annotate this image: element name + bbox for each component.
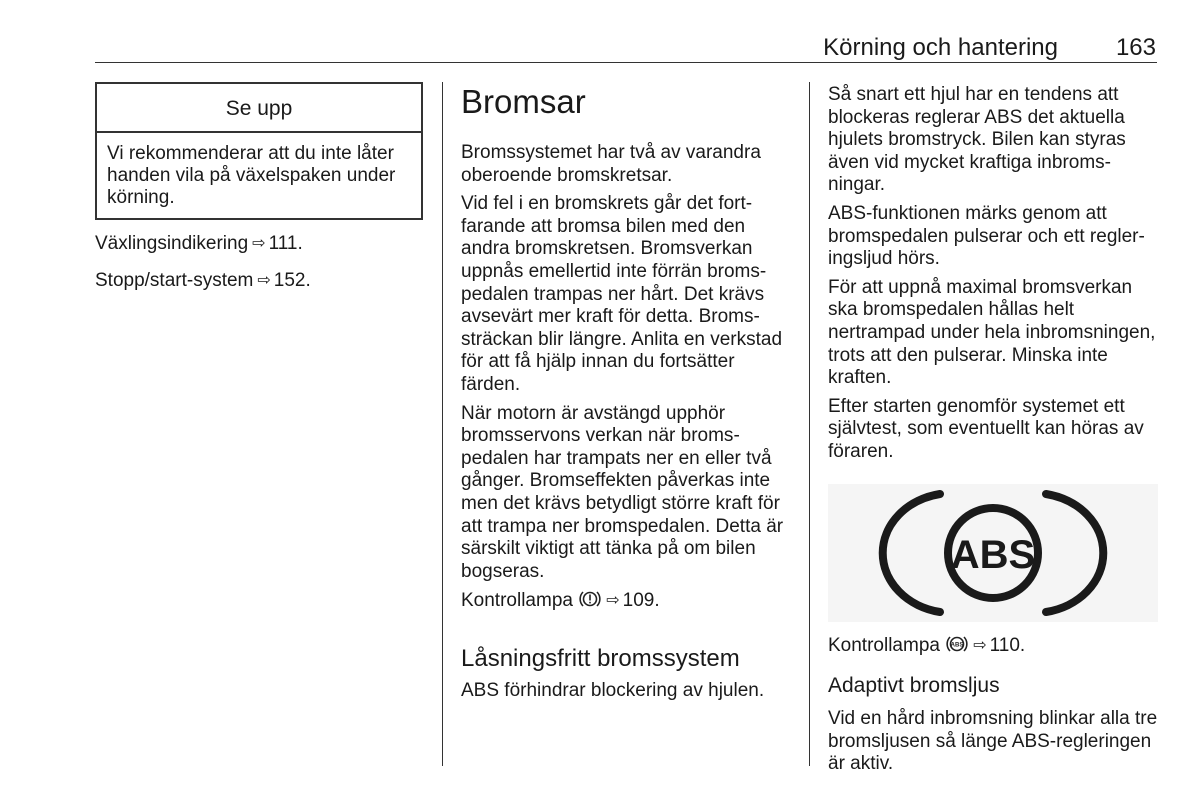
xref-page: 111.	[268, 233, 303, 254]
paragraph: ABS-funktionen märks genom att bromspedalen pulserar och ett regleringsljud hörs.	[828, 202, 1145, 270]
xref-label: Växlingsindikering	[95, 233, 249, 254]
column-1	[95, 82, 423, 298]
brake-warning-icon	[579, 589, 601, 616]
xref-page: 152.	[273, 269, 311, 291]
paragraph: För att uppnå maximal bromsverkan ska bromspedalen hållas helt nertrampad under hela inbromsningen, trots att den pulserar. Minska inte kraften.	[828, 276, 1156, 389]
caution-text: Vi rekommenderar att du inte låter handen vila på växelspaken under körning.	[107, 143, 396, 208]
page-arrow-icon: ⇨	[257, 271, 271, 289]
section-title-brakes: Bromsar	[461, 83, 586, 120]
abs-warning-icon	[828, 484, 1158, 622]
control-lamp-ref[interactable]	[461, 589, 791, 616]
column-divider-right	[809, 82, 810, 766]
paragraph: Så snart ett hjul har en tendens att blockeras reglerar ABS det aktuella hjulets bromstryck. Bilen kan styras även vid mycket kraftiga inbromsningar.	[828, 84, 1126, 196]
control-lamp-label: Kontrollampa	[461, 590, 573, 612]
abs-figure-label: ABS	[950, 532, 1036, 577]
abs-icon	[946, 634, 968, 661]
page-arrow-icon: ⇨	[606, 592, 620, 610]
xref-shift-indicator[interactable]	[95, 233, 423, 256]
control-lamp-page: 110.	[989, 634, 1026, 656]
paragraph: ABS förhindrar blockering av hjulen.	[461, 679, 765, 701]
control-lamp-label: Kontrollampa	[828, 634, 940, 656]
column-2	[461, 84, 791, 708]
page-number: 163	[1115, 34, 1156, 61]
caution-heading: Se upp	[97, 84, 421, 133]
paragraph: När motorn är avstängd upphör bromsservons verkan när bromspedalen har trampats ner en eller två gånger. Bromseffekten påverkas inte men det krävs betydligt större kraft för att trampa ner bromspedalen. Detta är särskilt viktigt att tänka på om bilen bogseras.	[461, 402, 784, 582]
control-lamp-ref[interactable]	[828, 634, 1158, 661]
column-divider-left	[442, 82, 443, 766]
xref-stop-start[interactable]	[95, 270, 423, 293]
page-arrow-icon: ⇨	[973, 636, 987, 654]
paragraph: Efter starten genomför systemet ett självtest, som eventuellt kan höras av föraren.	[828, 395, 1144, 462]
xref-label: Stopp/start-system	[95, 269, 254, 291]
header-divider	[95, 62, 1157, 63]
control-lamp-page: 109.	[622, 590, 660, 612]
section-title-adaptive-brake-light: Adaptivt bromsljus	[828, 674, 1000, 698]
abs-warning-figure	[828, 484, 1158, 622]
page-arrow-icon: ⇨	[252, 235, 266, 252]
paragraph: Vid fel i en bromskrets går det fortfarande att bromsa bilen med den andra bromskretsen. Bromsverkan uppnås emellertid inte förrän bromspedalen trampas ner hårt. Det krävs avsevärt mer kraft för detta. Bromssträckan blir längre. Anlita en verkstad för att få hjälp innan du fortsätter färden.	[461, 193, 783, 395]
page-header-title: Körning och hantering	[823, 34, 1058, 61]
paragraph: Vid en hård inbromsning blinkar alla tre bromsljusen så länge ABS-regleringen är aktiv.	[828, 708, 1158, 775]
paragraph: Bromssystemet har två av varandra oberoende bromskretsar.	[461, 142, 761, 186]
section-title-abs: Låsningsfritt bromssystem	[461, 644, 740, 672]
column-3	[828, 84, 1158, 782]
caution-box	[95, 82, 423, 220]
svg-text:ABS: ABS	[950, 642, 964, 648]
